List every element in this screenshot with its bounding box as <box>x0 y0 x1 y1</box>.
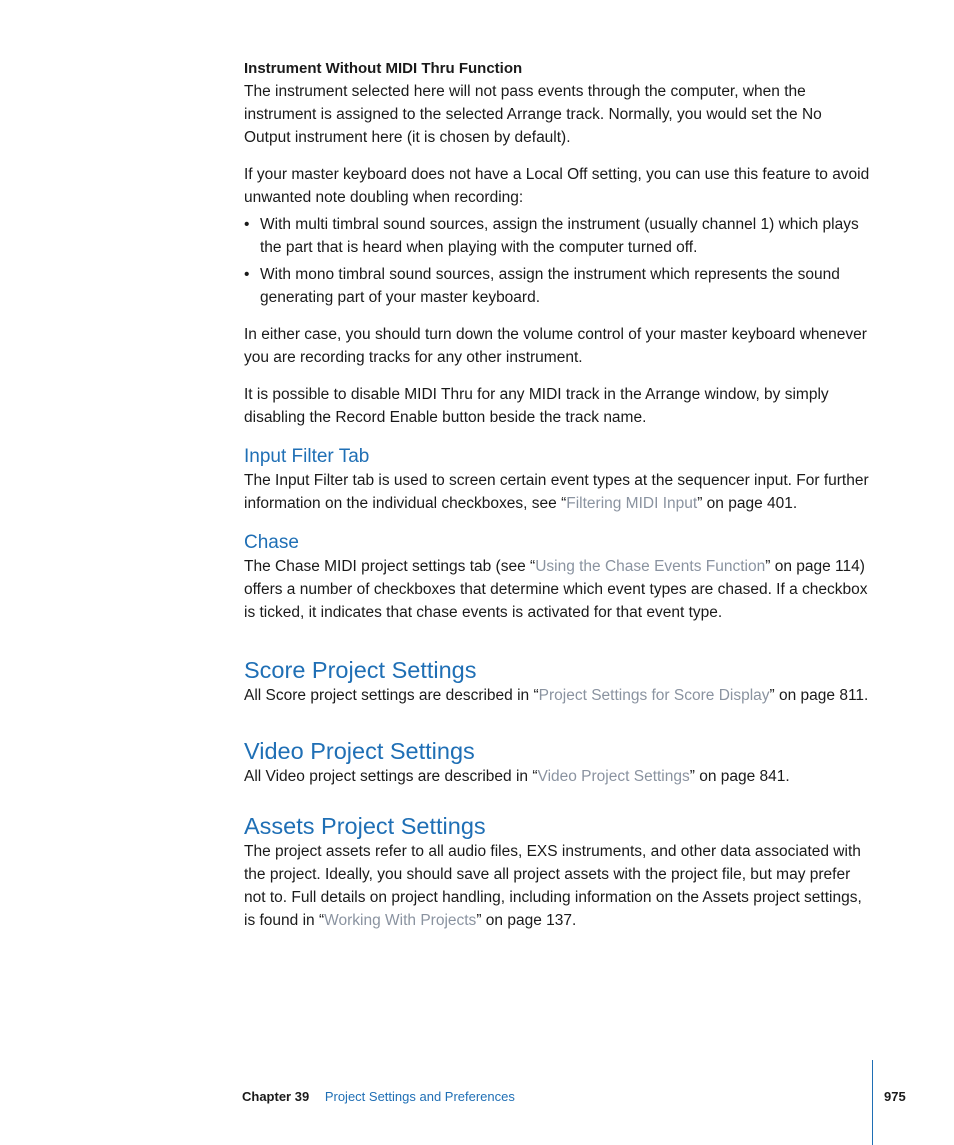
page-number: 975 <box>884 1089 906 1104</box>
heading-input-filter-tab: Input Filter Tab <box>244 446 370 467</box>
heading-score-project-settings: Score Project Settings <box>244 657 477 683</box>
link-video-project-settings[interactable]: Video Project Settings <box>537 768 690 785</box>
footer-divider <box>872 1060 873 1145</box>
list-item: • With multi timbral sound sources, assign the instrument (usually channel 1) which plays the part that is heard when playing with the computer turned off. <box>244 213 872 259</box>
list-item: • With mono timbral sound sources, assign the instrument which represents the sound generating part of your master keyboard. <box>244 263 872 309</box>
subsection-heading-midi-thru: Instrument Without MIDI Thru Function <box>244 60 523 77</box>
paragraph: It is possible to disable MIDI Thru for any MIDI track in the Arrange window, by simply disabling the Record Enable button beside the track name. <box>244 386 829 426</box>
heading-video-project-settings: Video Project Settings <box>244 738 475 764</box>
link-score-display-settings[interactable]: Project Settings for Score Display <box>538 687 770 704</box>
paragraph: All Score project settings are described in “Project Settings for Score Display” on page 811. <box>244 687 869 704</box>
chapter-label: Chapter 39 <box>242 1089 310 1104</box>
page-content <box>244 58 872 932</box>
paragraph: All Video project settings are described in “Video Project Settings” on page 841. <box>244 768 790 785</box>
page-footer <box>242 1087 515 1107</box>
chapter-title: Project Settings and Preferences <box>324 1089 515 1104</box>
link-working-with-projects[interactable]: Working With Projects <box>324 912 477 929</box>
paragraph: The instrument selected here will not pass events through the computer, when the instrument is assigned to the selected Arrange track. Normally, you would set the No Output instrument here (it is chosen by default). <box>244 83 822 146</box>
link-filtering-midi-input[interactable]: Filtering MIDI Input <box>566 495 698 512</box>
paragraph: The Chase MIDI project settings tab (see “Using the Chase Events Function” on page 114) offers a number of checkboxes that determine which event types are chased. If a checkbox is ticked, it indicates that chase events is activated for that event type. <box>244 558 868 621</box>
heading-assets-project-settings: Assets Project Settings <box>244 813 486 839</box>
heading-chase: Chase <box>244 532 299 553</box>
paragraph: In either case, you should turn down the volume control of your master keyboard whenever you are recording tracks for any other instrument. <box>244 326 867 366</box>
paragraph: If your master keyboard does not have a Local Off setting, you can use this feature to avoid unwanted note doubling when recording: <box>244 166 870 206</box>
paragraph: The project assets refer to all audio files, EXS instruments, and other data associated with the project. Ideally, you should save all project assets with the project file, but may prefer not to. Full details on project handling, including information on the Assets project settings, is found in “Working With Projects” on page 137. <box>244 843 862 929</box>
bullet-list <box>244 213 872 309</box>
link-chase-events-function[interactable]: Using the Chase Events Function <box>535 558 766 575</box>
bullet-icon: • <box>244 216 250 233</box>
paragraph: The Input Filter tab is used to screen certain event types at the sequencer input. For further information on the individual checkboxes, see “Filtering MIDI Input” on page 401. <box>244 472 869 512</box>
bullet-icon: • <box>244 266 250 283</box>
